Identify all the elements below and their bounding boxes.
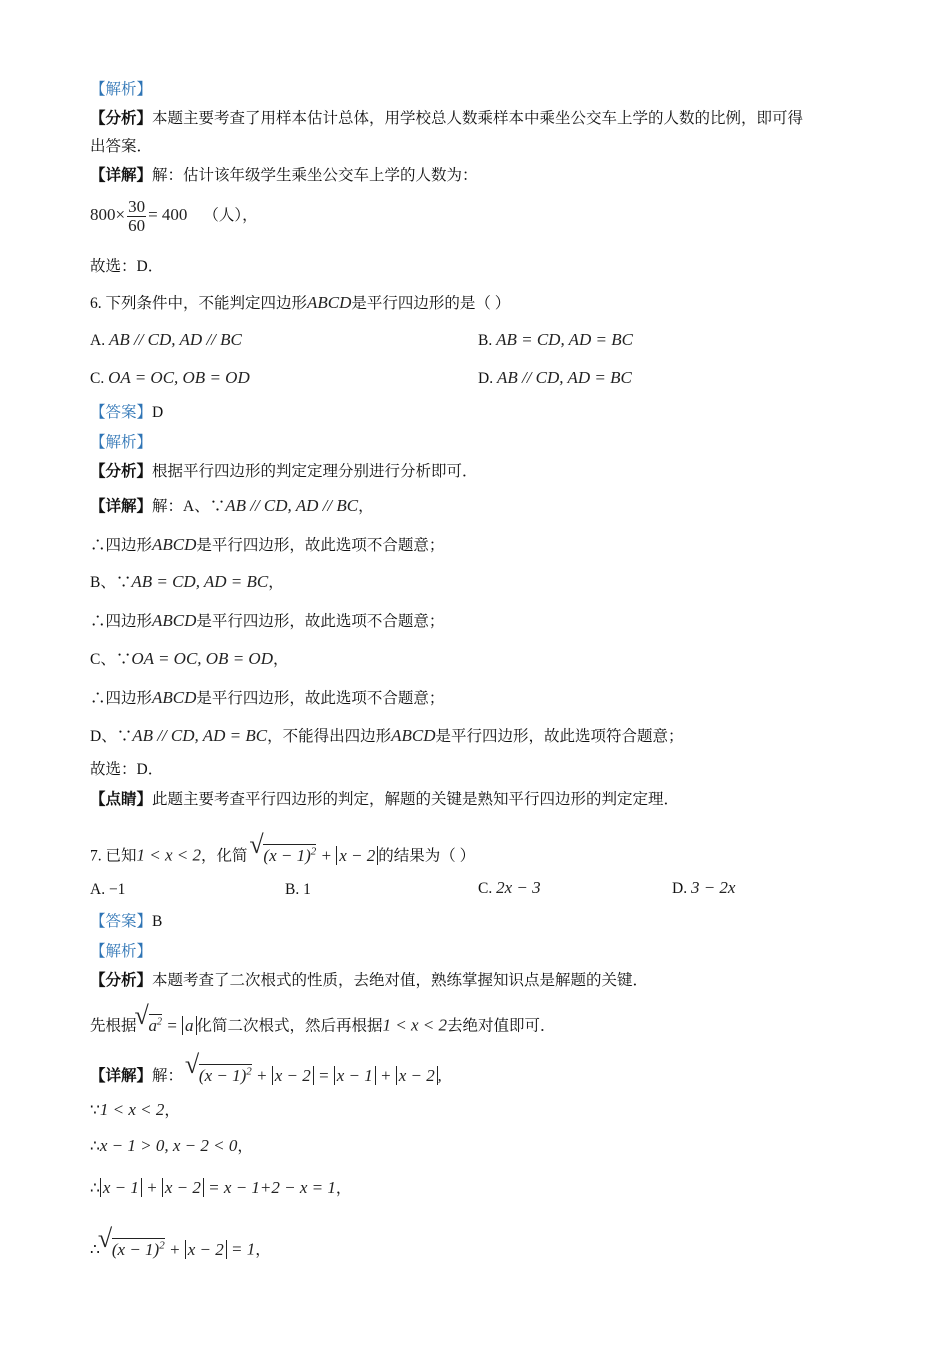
q7-xiangjie: 【详解】解： √ $(x - 1)^2 + x - 2 = x - 1 + x - 2$ , — [90, 1058, 442, 1090]
q6-fenxi: 【分析】根据平行四边形的判定定理分别进行分析即可． — [90, 463, 478, 480]
q6-answer: 【答案】D — [90, 404, 164, 421]
q7-hint: 先根据√ $a^2 = a$ 化简二次根式，然后再根据1 < x < 2去绝对值即可． — [90, 1010, 556, 1039]
q5-calculation: 800× $\frac{30}{60}$ = 400 （人）， — [90, 197, 258, 235]
q7-stem: 7. 已知1 < x < 2，化简 √ $(x - 1)^2 + x - 2$ 的结果为（ ） — [90, 838, 475, 870]
jiexi-tag: 【解析】 — [90, 81, 153, 98]
q7-option-b: B. 1 — [285, 881, 311, 898]
q5-fenxi-cont: 出答案． — [90, 138, 153, 155]
q6-xiangjie-b: B、∵AB = CD, AD = BC， — [90, 572, 284, 591]
q6-xiangjie-a: 【详解】解：A、∵AB // CD, AD // BC， — [90, 496, 374, 515]
q7-step2: ∴x − 1 > 0, x − 2 < 0， — [90, 1136, 253, 1155]
q6-option-c: C. OA = OC, OB = OD — [90, 368, 250, 387]
q6-stem: 6. 下列条件中，不能判定四边形ABCD是平行四边形的是（ ） — [90, 293, 511, 312]
q7-jiexi-tag: 【解析】 — [90, 943, 153, 960]
sqrt-a-squared-formula: √ $a^2 = a$ — [137, 1016, 197, 1035]
q7-step1-expression: √ $(x - 1)^2 + x - 2 = x - 1 + x - 2$ — [187, 1066, 438, 1085]
q7-answer: 【答案】B — [90, 913, 163, 930]
q6-xiangjie-d: D、∵AB // CD, AD = BC，不能得出四边形ABCD是平行四边形，故此选项符合题意； — [90, 726, 684, 745]
q7-option-a: A. −1 — [90, 881, 126, 898]
q7-step3: ∴ x − 1 + x − 2 = x − 1+2 − x = 1， — [90, 1178, 352, 1197]
q6-jiexi-tag: 【解析】 — [90, 434, 153, 451]
q5-xiangjie: 【详解】解：估计该年级学生乘坐公交车上学的人数为： — [90, 167, 478, 184]
q6-option-b: B. AB = CD, AD = BC — [478, 330, 633, 349]
q6-therefore-c: ∴四边形ABCD是平行四边形，故此选项不合题意； — [90, 688, 445, 707]
q6-option-a: A. AB // CD, AD // BC — [90, 330, 242, 349]
q5-answer-line: 故选：D． — [90, 258, 164, 275]
q6-therefore-a: ∴四边形ABCD是平行四边形，故此选项不合题意； — [90, 535, 445, 554]
q6-xiangjie-c: C、∵OA = OC, OB = OD， — [90, 649, 289, 668]
q7-step4: ∴√ $(x - 1)^2 + x - 2 = 1$， — [90, 1232, 271, 1264]
q7-option-d: D. 3 − 2x — [672, 878, 736, 897]
q6-therefore-b: ∴四边形ABCD是平行四边形，故此选项不合题意； — [90, 611, 445, 630]
q5-fenxi: 【分析】本题主要考查了用样本估计总体，用学校总人数乘样本中乘坐公交车上学的人数的比例，即可得 — [90, 110, 804, 127]
q7-option-c: C. 2x − 3 — [478, 878, 541, 897]
q6-answer-line: 故选：D． — [90, 761, 164, 778]
q7-fenxi: 【分析】本题考查了二次根式的性质，去绝对值，熟练掌握知识点是解题的关键． — [90, 972, 649, 989]
q7-expression: √ $(x - 1)^2 + x - 2$ — [251, 846, 378, 865]
q6-dianjing: 【点睛】此题主要考查平行四边形的判定，解题的关键是熟知平行四边形的判定定理． — [90, 791, 680, 808]
q7-because: ∵1 < x < 2， — [90, 1100, 180, 1119]
q6-option-d: D. AB // CD, AD = BC — [478, 368, 632, 387]
